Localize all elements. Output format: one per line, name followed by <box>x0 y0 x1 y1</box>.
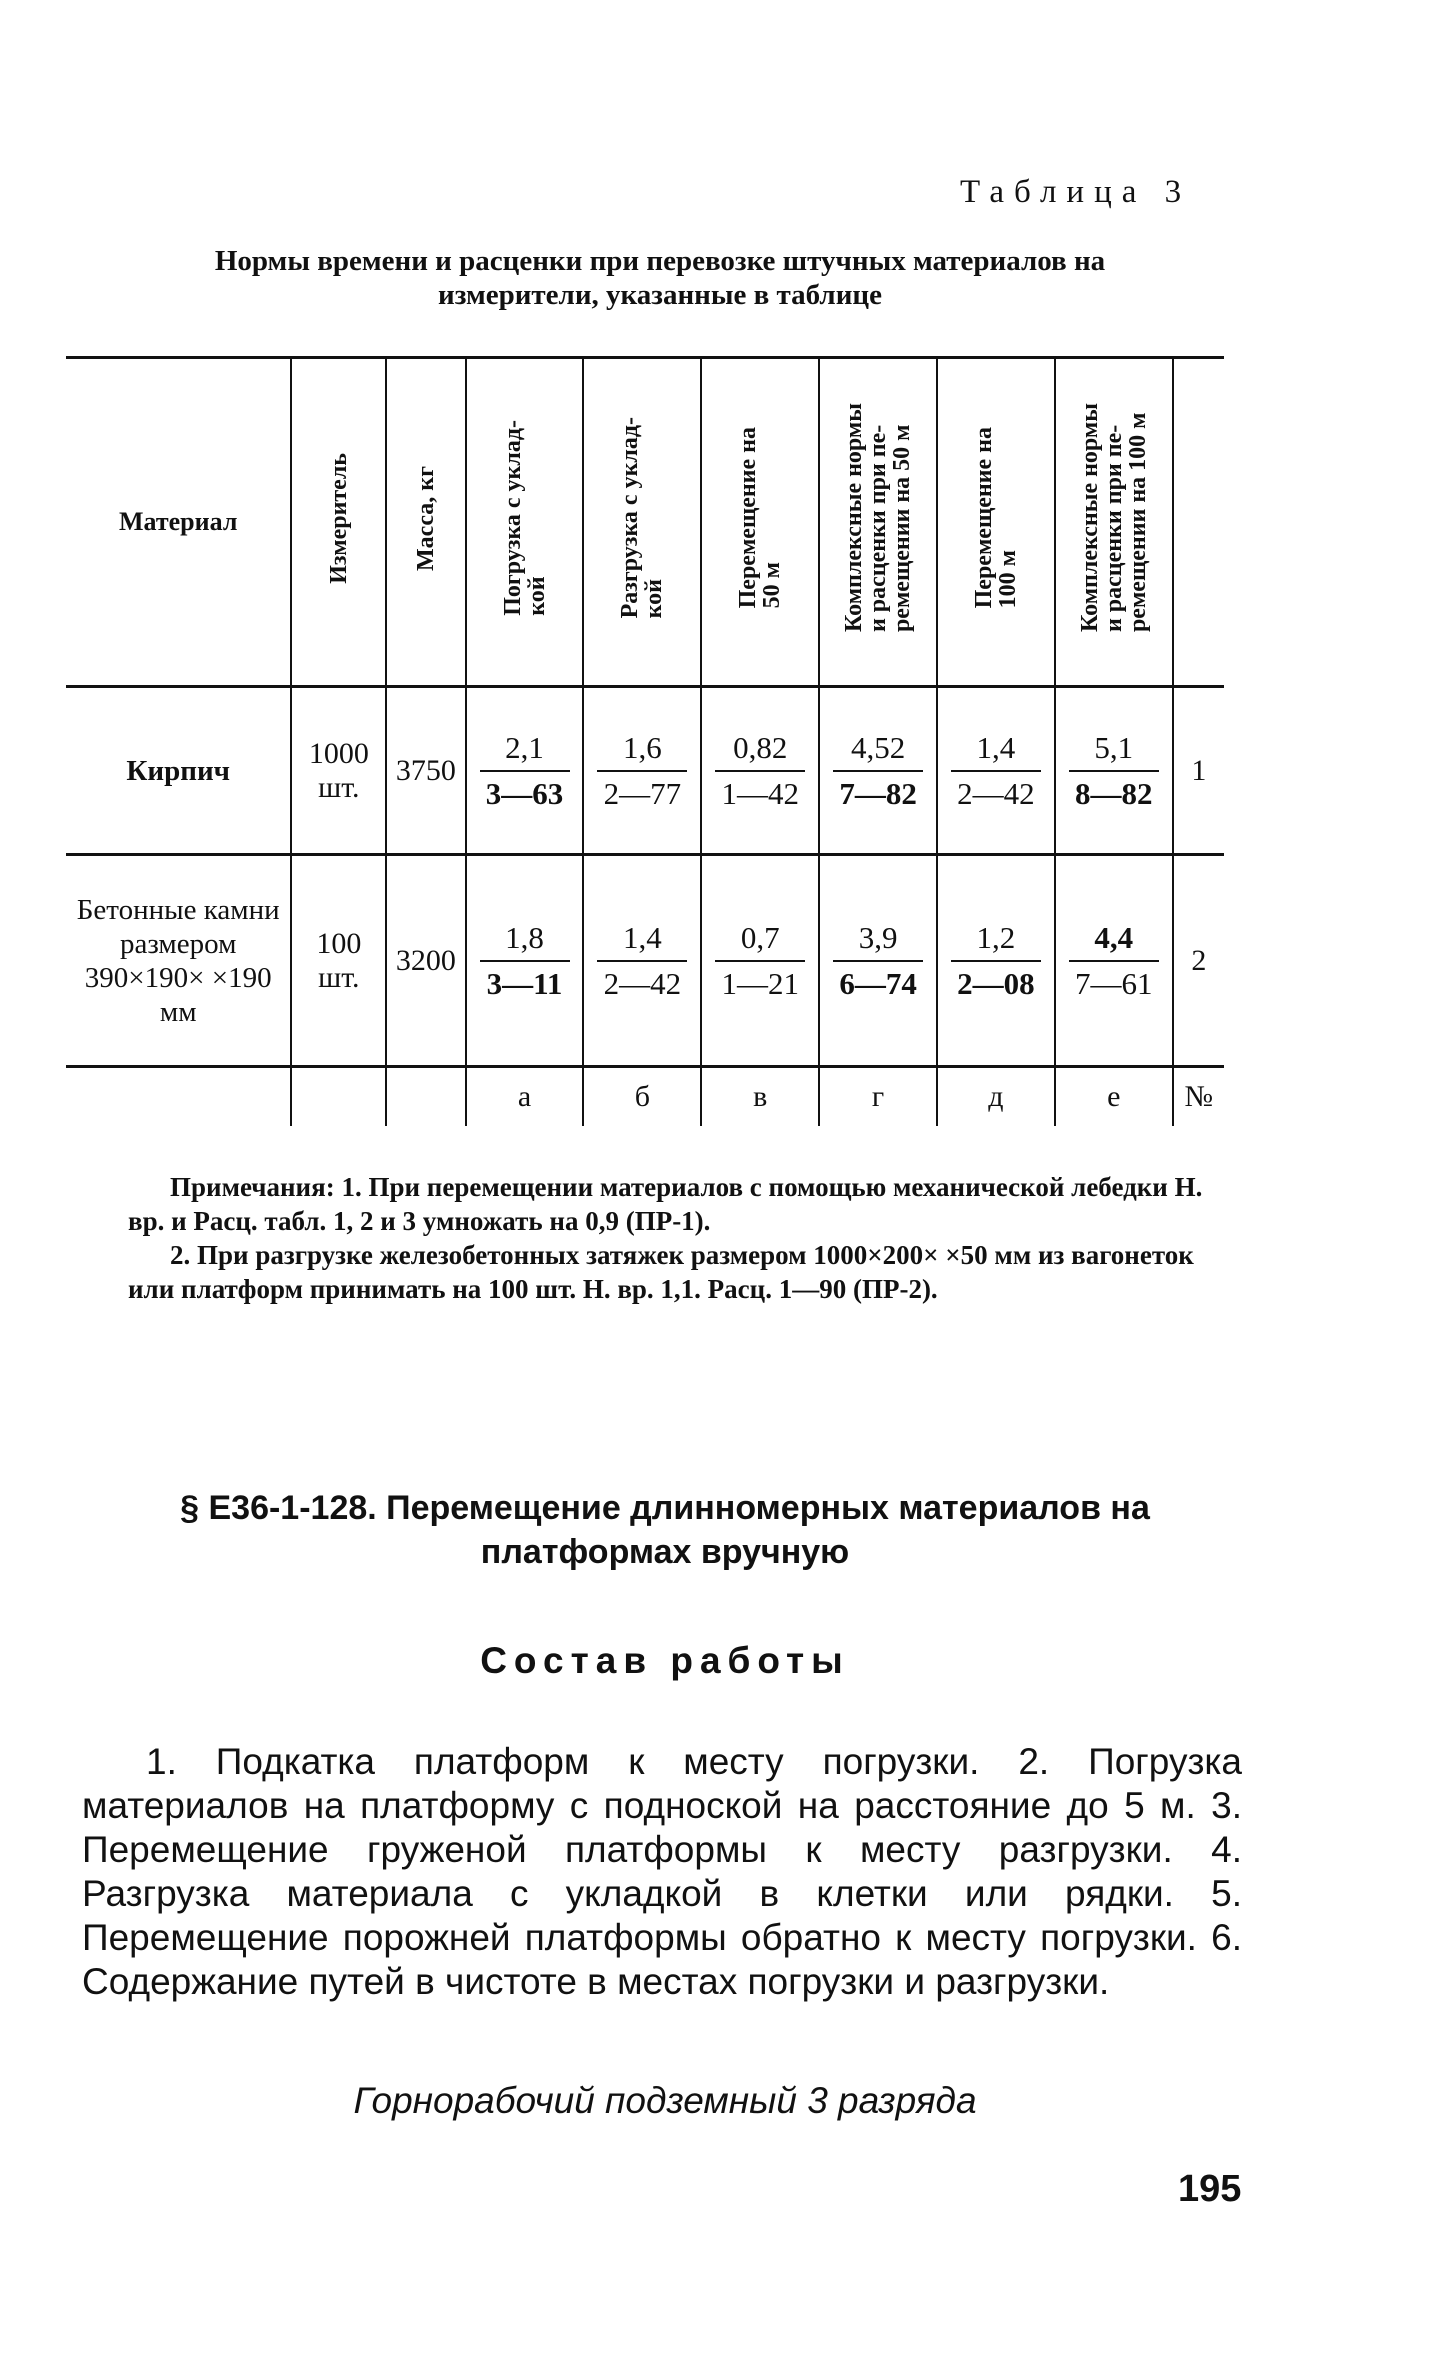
row2-complex50-num: 3,9 <box>833 918 923 962</box>
subheading: Состав работы <box>480 1640 850 1681</box>
header-move50 <box>701 358 819 687</box>
note-1: Примечания: 1. При перемещении материалов с помощью механической лебедки Н. вр. и Расц. табл. 1, 2 и 3 умножать на 0,9 (ПР-1). <box>128 1172 1203 1236</box>
row1-move50 <box>701 687 819 855</box>
footer-empty-material <box>66 1067 291 1127</box>
row2-load-num: 1,8 <box>480 918 570 962</box>
row1-move100 <box>937 687 1055 855</box>
row2-number: 2 <box>1173 855 1224 1067</box>
row2-material: Бетонные камни размером 390×190× ×190 мм <box>66 855 291 1067</box>
header-mass-text: Масса, кг <box>412 465 439 571</box>
header-move100 <box>937 358 1055 687</box>
row1-load-den: 3—63 <box>485 775 564 811</box>
table-caption <box>70 244 1250 312</box>
row1-unload-den: 2—77 <box>603 775 682 811</box>
row1-move50-num: 0,82 <box>715 728 805 772</box>
header-move50-text: Перемещение на 50 м <box>735 427 786 609</box>
row1-complex100-num: 5,1 <box>1069 728 1159 772</box>
notes-block <box>128 1170 1236 1306</box>
row2-complex50 <box>819 855 937 1067</box>
row1-complex50 <box>819 687 937 855</box>
row2-complex100-den: 7—61 <box>1075 965 1153 1001</box>
header-unload <box>583 358 701 687</box>
row2-complex100-num: 4,4 <box>1069 918 1159 962</box>
header-load-text: Погрузка с уклад- кой <box>499 420 550 616</box>
header-mass <box>386 358 465 687</box>
row1-complex50-den: 7—82 <box>839 775 917 811</box>
row1-move50-den: 1—42 <box>721 775 799 811</box>
row1-unload-num: 1,6 <box>597 728 687 772</box>
footer-col-e: е <box>1055 1067 1173 1127</box>
footer-col-b: б <box>583 1067 701 1127</box>
table-row <box>66 855 1224 1067</box>
row1-complex50-num: 4,52 <box>833 728 923 772</box>
norms-table <box>66 356 1224 1126</box>
work-composition-text: 1. Подкатка платформ к месту погрузки. 2. Погрузка материалов на платформу с подноской на расстояние до 5 м. 3. Перемещение груженой платформы к месту разгрузки. 4. Разгрузка материала с укладкой в клетки или рядки. 5. Перемещение порожней платформы обратно к месту погрузки. 6. Содержание путей в чистоте в местах погрузки и разгрузки. <box>82 1741 1242 2002</box>
row2-unload-num: 1,4 <box>597 918 687 962</box>
header-complex100 <box>1055 358 1173 687</box>
header-material: Материал <box>66 358 291 687</box>
row2-mass: 3200 <box>386 855 465 1067</box>
worker-category: Горнорабочий подземный 3 разряда <box>353 2080 977 2121</box>
table-row <box>66 687 1224 855</box>
header-row <box>66 358 1224 687</box>
note-2: 2. При разгрузке железобетонных затяжек размером 1000×200× ×50 мм из вагонеток или платформ принимать на 100 шт. Н. вр. 1,1. Расц. 1—90 (ПР-2). <box>128 1240 1194 1304</box>
row2-load <box>466 855 584 1067</box>
row2-unit: 100 шт. <box>291 855 386 1067</box>
page-number: 195 <box>1178 2168 1242 2210</box>
row2-move50-num: 0,7 <box>715 918 805 962</box>
footer-col-v: в <box>701 1067 819 1127</box>
row2-move100-num: 1,2 <box>951 918 1041 962</box>
row1-complex100 <box>1055 687 1173 855</box>
row2-complex100 <box>1055 855 1173 1067</box>
column-index-row <box>66 1067 1224 1127</box>
footer-empty-mass <box>386 1067 465 1127</box>
header-unload-text: Разгрузка с уклад- кой <box>617 417 668 619</box>
row1-complex100-den: 8—82 <box>1075 775 1153 811</box>
row2-complex50-den: 6—74 <box>839 965 917 1001</box>
row2-load-den: 3—11 <box>486 965 563 1001</box>
row1-move100-num: 1,4 <box>951 728 1041 772</box>
header-move100-text: Перемещение на 100 м <box>970 427 1021 609</box>
header-unit <box>291 358 386 687</box>
section-title: § Е36-1-128. Перемещение длинномерных материалов на платформах вручную <box>180 1489 1150 1571</box>
header-unit-text: Измеритель <box>325 452 352 584</box>
table-caption-line1: Нормы времени и расценки при перевозке штучных материалов на <box>214 245 1106 277</box>
footer-empty-unit <box>291 1067 386 1127</box>
header-load <box>466 358 584 687</box>
footer-col-d: д <box>937 1067 1055 1127</box>
row1-unit: 1000 шт. <box>291 687 386 855</box>
footer-col-no: № <box>1173 1067 1224 1127</box>
row2-unload-den: 2—42 <box>603 965 682 1001</box>
row1-load-num: 2,1 <box>480 728 570 772</box>
header-complex100-text: Комплексные нормы и расценки при пе- ремещении на 100 м <box>1076 403 1151 633</box>
header-complex50 <box>819 358 937 687</box>
header-complex50-text: Комплексные нормы и расценки при пе- ремещении на 50 м <box>841 403 916 633</box>
table-number-label: Таблица 3 <box>960 174 1192 210</box>
table-caption-line2: измерители, указанные в таблице <box>438 279 882 311</box>
row1-unload <box>583 687 701 855</box>
row2-unload <box>583 855 701 1067</box>
row1-material: Кирпич <box>66 687 291 855</box>
row1-move100-den: 2—42 <box>957 775 1035 811</box>
row2-move50 <box>701 855 819 1067</box>
row1-load <box>466 687 584 855</box>
footer-col-g: г <box>819 1067 937 1127</box>
row2-move50-den: 1—21 <box>721 965 799 1001</box>
row1-number: 1 <box>1173 687 1224 855</box>
row2-move100-den: 2—08 <box>957 965 1035 1001</box>
header-number <box>1173 358 1224 687</box>
row1-mass: 3750 <box>386 687 465 855</box>
row2-move100 <box>937 855 1055 1067</box>
footer-col-a: а <box>466 1067 584 1127</box>
